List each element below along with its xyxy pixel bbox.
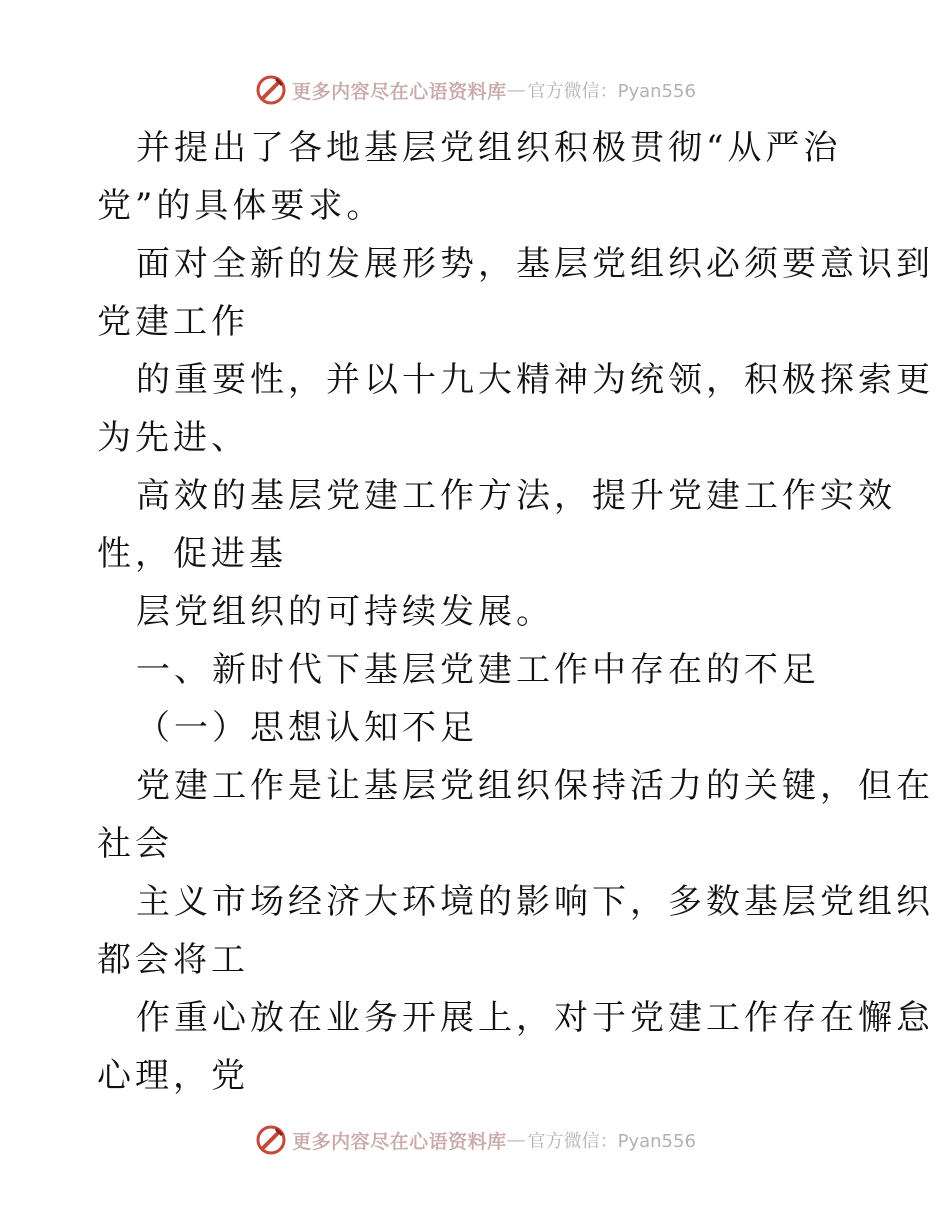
body-line: 都会将工 bbox=[97, 940, 249, 980]
body-line: 并提出了各地基层党组织积极贯彻“从严治 bbox=[136, 128, 842, 168]
section-heading: 一、新时代下基层党建工作中存在的不足 bbox=[136, 650, 820, 690]
body-line: 党”的具体要求。 bbox=[97, 186, 385, 226]
body-line: 社会 bbox=[97, 824, 173, 864]
watermark-wechat-text: 官方微信：Pyan556 bbox=[527, 1131, 696, 1152]
body-line: 党建工作是让基层党组织保持活力的关键，但在 bbox=[136, 766, 934, 806]
body-line: 高效的基层党建工作方法，提升党建工作实效 bbox=[136, 476, 896, 516]
watermark-site-text: 更多内容尽在心语资料库 bbox=[292, 80, 507, 103]
body-line: 层党组织的可持续发展。 bbox=[136, 592, 554, 632]
body-line: 性，促进基 bbox=[97, 534, 287, 574]
header-watermark bbox=[0, 70, 950, 110]
watermark-wechat-text: 官方微信：Pyan556 bbox=[527, 81, 696, 102]
watermark-separator: — bbox=[506, 1129, 526, 1151]
footer-watermark bbox=[0, 1120, 950, 1160]
body-line: 为先进、 bbox=[97, 418, 249, 458]
subsection-heading: （一）思想认知不足 bbox=[136, 708, 478, 748]
red-pen-logo-icon bbox=[254, 1123, 288, 1157]
watermark-separator: — bbox=[506, 79, 526, 101]
body-line: 的重要性，并以十九大精神为统领，积极探索更 bbox=[136, 360, 934, 400]
body-line: 心理，党 bbox=[97, 1056, 249, 1096]
red-pen-logo-icon bbox=[254, 73, 288, 107]
body-line: 面对全新的发展形势，基层党组织必须要意识到 bbox=[136, 244, 934, 284]
body-line: 作重心放在业务开展上，对于党建工作存在懈怠 bbox=[136, 998, 934, 1038]
body-line: 党建工作 bbox=[97, 302, 249, 342]
watermark-site-text: 更多内容尽在心语资料库 bbox=[292, 1130, 507, 1153]
body-line: 主义市场经济大环境的影响下，多数基层党组织 bbox=[136, 882, 934, 922]
